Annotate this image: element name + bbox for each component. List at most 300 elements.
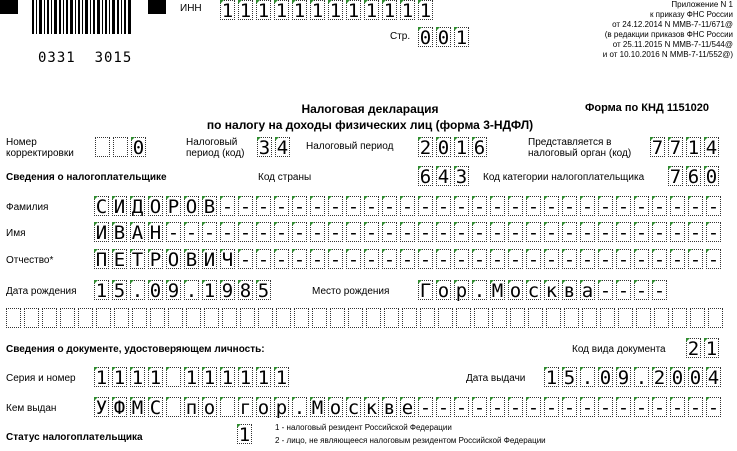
char-cell: И	[113, 196, 126, 218]
char-cell	[24, 308, 39, 328]
char-cell	[600, 308, 615, 328]
series-field[interactable]	[94, 367, 292, 387]
char-cell: -	[509, 249, 522, 271]
char-cell: Д	[131, 196, 144, 218]
char-cell: -	[671, 222, 684, 244]
patronymic-field[interactable]	[94, 249, 724, 269]
char-cell: -	[617, 280, 630, 302]
surname-label: Фамилия	[6, 202, 49, 213]
barcode-number: 0331 3015	[38, 50, 133, 66]
char-cell: -	[347, 249, 360, 271]
char-cell: 1	[455, 27, 468, 49]
char-cell: -	[473, 196, 486, 218]
char-cell: -	[689, 222, 702, 244]
char-cell	[564, 308, 579, 328]
char-cell	[618, 308, 633, 328]
char-cell: А	[131, 222, 144, 244]
char-cell: -	[329, 222, 342, 244]
char-cell: -	[257, 222, 270, 244]
char-cell	[402, 308, 417, 328]
char-cell: 1	[545, 367, 558, 389]
char-cell: М	[491, 280, 504, 302]
char-cell: -	[509, 397, 522, 419]
char-cell: а	[581, 280, 594, 302]
char-cell: -	[599, 222, 612, 244]
status-option-2: 2 - лицо, не являющееся налоговым резидентом Российской Федерации	[275, 436, 546, 445]
char-cell	[492, 308, 507, 328]
char-cell: -	[383, 222, 396, 244]
inn-field[interactable]	[220, 0, 436, 20]
char-cell: -	[419, 397, 432, 419]
char-cell: 5	[257, 280, 270, 302]
char-cell: -	[293, 196, 306, 218]
char-cell: В	[203, 196, 216, 218]
char-cell: 5	[563, 367, 576, 389]
char-cell: 1	[95, 367, 108, 389]
char-cell: О	[167, 249, 180, 271]
char-cell: п	[185, 397, 198, 419]
char-cell: -	[635, 280, 648, 302]
char-cell: 6	[473, 137, 486, 159]
char-cell	[42, 308, 57, 328]
char-cell	[672, 308, 687, 328]
doc-type-label: Код вида документа	[572, 344, 666, 355]
form-title: Налоговая декларация	[301, 102, 439, 116]
char-cell	[96, 308, 111, 328]
corner-marker-left	[0, 0, 18, 14]
char-cell	[204, 308, 219, 328]
char-cell: -	[473, 249, 486, 271]
char-cell: 4	[707, 367, 720, 389]
char-cell: -	[545, 249, 558, 271]
char-cell	[95, 137, 110, 157]
issued-by-field[interactable]	[94, 397, 724, 417]
char-cell: -	[347, 222, 360, 244]
char-cell: -	[311, 222, 324, 244]
char-cell: -	[293, 222, 306, 244]
char-cell	[166, 397, 181, 417]
char-cell: .	[581, 367, 594, 389]
char-cell: 1	[705, 338, 718, 360]
char-cell: -	[599, 397, 612, 419]
char-cell: -	[653, 249, 666, 271]
char-cell: -	[419, 196, 432, 218]
char-cell: -	[437, 222, 450, 244]
char-cell: М	[311, 397, 324, 419]
char-cell: -	[365, 196, 378, 218]
char-cell: -	[617, 222, 630, 244]
series-label: Серия и номер	[6, 373, 76, 384]
char-cell: -	[455, 397, 468, 419]
char-cell: 0	[437, 27, 450, 49]
country-label: Код страны	[258, 172, 312, 183]
char-cell: 3	[455, 166, 468, 188]
char-cell: 1	[131, 367, 144, 389]
char-cell: -	[455, 222, 468, 244]
char-cell	[546, 308, 561, 328]
char-cell: о	[509, 280, 522, 302]
char-cell	[150, 308, 165, 328]
char-cell: -	[509, 222, 522, 244]
char-cell: 1	[401, 0, 414, 22]
char-cell	[510, 308, 525, 328]
char-cell: 1	[455, 137, 468, 159]
char-cell: 0	[132, 137, 145, 159]
status-option-1: 1 - налоговый резидент Российской Федерации	[275, 423, 452, 432]
char-cell: -	[401, 249, 414, 271]
char-cell: -	[311, 249, 324, 271]
char-cell: Ф	[113, 397, 126, 419]
char-cell: -	[599, 249, 612, 271]
char-cell: М	[131, 397, 144, 419]
char-cell: П	[95, 249, 108, 271]
char-cell: Ч	[221, 249, 234, 271]
char-cell: 1	[347, 0, 360, 22]
char-cell: 6	[687, 166, 700, 188]
char-cell: -	[563, 249, 576, 271]
char-cell: -	[653, 196, 666, 218]
char-cell: -	[599, 280, 612, 302]
char-cell: -	[509, 196, 522, 218]
char-cell: Н	[149, 222, 162, 244]
char-cell	[60, 308, 75, 328]
char-cell: -	[599, 196, 612, 218]
char-cell	[186, 308, 201, 328]
char-cell: -	[311, 196, 324, 218]
char-cell: -	[617, 249, 630, 271]
char-cell: -	[635, 196, 648, 218]
char-cell: с	[527, 280, 540, 302]
document-section-title: Сведения о документе, удостоверяющем личность:	[6, 344, 265, 355]
char-cell: У	[95, 397, 108, 419]
issued-by-label: Кем выдан	[6, 403, 57, 414]
char-cell: -	[419, 249, 432, 271]
char-cell: -	[671, 196, 684, 218]
char-cell: 1	[238, 424, 251, 446]
status-field[interactable]	[237, 424, 255, 444]
char-cell	[690, 308, 705, 328]
char-cell: -	[239, 196, 252, 218]
char-cell: с	[347, 397, 360, 419]
char-cell	[384, 308, 399, 328]
char-cell: Т	[131, 249, 144, 271]
char-cell: -	[527, 222, 540, 244]
char-cell: О	[149, 196, 162, 218]
char-cell: 1	[257, 367, 270, 389]
char-cell	[114, 308, 129, 328]
char-cell: -	[563, 397, 576, 419]
char-cell: 1	[687, 137, 700, 159]
barcode	[32, 0, 132, 48]
char-cell: -	[581, 397, 594, 419]
char-cell: С	[149, 397, 162, 419]
period-label: Налоговый период	[306, 141, 394, 152]
char-cell: -	[239, 249, 252, 271]
char-cell	[166, 367, 181, 387]
char-cell: И	[95, 222, 108, 244]
char-cell	[294, 308, 309, 328]
char-cell: 1	[383, 0, 396, 22]
char-cell: 0	[149, 280, 162, 302]
char-cell: -	[689, 196, 702, 218]
char-cell	[528, 308, 543, 328]
char-cell: 0	[671, 367, 684, 389]
char-cell: -	[563, 196, 576, 218]
form-code: Форма по КНД 1151020	[585, 102, 710, 114]
char-cell: -	[653, 280, 666, 302]
char-cell: 1	[221, 0, 234, 22]
char-cell: 2	[419, 137, 432, 159]
birthplace-label: Место рождения	[312, 286, 390, 297]
char-cell	[348, 308, 363, 328]
char-cell: -	[473, 397, 486, 419]
char-cell: 1	[239, 367, 252, 389]
char-cell: .	[293, 397, 306, 419]
period-code-field[interactable]	[257, 137, 293, 157]
char-cell: 1	[113, 367, 126, 389]
char-cell: о	[257, 397, 270, 419]
char-cell	[6, 308, 21, 328]
char-cell: -	[563, 222, 576, 244]
char-cell: -	[203, 222, 216, 244]
char-cell	[474, 308, 489, 328]
char-cell: 1	[149, 367, 162, 389]
char-cell: -	[365, 222, 378, 244]
appendix-note: Приложение N 1 к приказу ФНС России от 24.12.2014 N ММВ-7-11/671@ (в редакции приказов ФНС России от 25.11.2015 N ММВ-7-11/544@ и от 10.10.2016 N ММВ-7-11/552@)	[602, 0, 733, 59]
authority-label: Представляется в налоговый орган (код)	[528, 137, 632, 159]
char-cell: 1	[365, 0, 378, 22]
char-cell: 1	[311, 0, 324, 22]
char-cell	[168, 308, 183, 328]
char-cell	[78, 308, 93, 328]
char-cell: -	[329, 196, 342, 218]
char-cell: -	[581, 222, 594, 244]
char-cell: о	[437, 280, 450, 302]
char-cell: 0	[437, 137, 450, 159]
char-cell: 1	[221, 367, 234, 389]
correction-field[interactable]	[95, 137, 149, 157]
char-cell: -	[419, 222, 432, 244]
char-cell: 9	[617, 367, 630, 389]
correction-label: Номер корректировки	[6, 137, 74, 159]
char-cell	[366, 308, 381, 328]
char-cell: е	[401, 397, 414, 419]
taxpayer-section-title: Сведения о налогоплательщике	[6, 172, 167, 183]
char-cell: -	[275, 222, 288, 244]
char-cell: -	[527, 196, 540, 218]
birthdate-field[interactable]	[94, 280, 274, 300]
char-cell: 3	[258, 137, 271, 159]
page-label: Стр.	[390, 31, 411, 42]
char-cell: о	[329, 397, 342, 419]
char-cell	[420, 308, 435, 328]
form-subtitle: по налогу на доходы физических лиц (форма 3-НДФЛ)	[206, 118, 534, 132]
char-cell	[456, 308, 471, 328]
char-cell: р	[275, 397, 288, 419]
birthdate-label: Дата рождения	[6, 286, 77, 297]
char-cell	[636, 308, 651, 328]
char-cell: Р	[149, 249, 162, 271]
char-cell: 7	[651, 137, 664, 159]
char-cell: В	[113, 222, 126, 244]
char-cell: -	[437, 249, 450, 271]
char-cell: 1	[275, 0, 288, 22]
char-cell: 0	[705, 166, 718, 188]
char-cell: -	[707, 222, 720, 244]
char-cell: -	[437, 397, 450, 419]
char-cell: -	[239, 222, 252, 244]
issue-date-label: Дата выдачи	[466, 373, 526, 384]
char-cell: -	[365, 249, 378, 271]
page-field[interactable]	[418, 27, 472, 47]
char-cell: .	[131, 280, 144, 302]
char-cell: р	[455, 280, 468, 302]
patronymic-label: Отчество*	[6, 255, 54, 266]
period-field[interactable]	[418, 137, 490, 157]
char-cell: 9	[167, 280, 180, 302]
name-field[interactable]	[94, 222, 724, 242]
char-cell: -	[401, 196, 414, 218]
char-cell: -	[671, 249, 684, 271]
char-cell: -	[473, 222, 486, 244]
char-cell: -	[491, 222, 504, 244]
char-cell: -	[491, 397, 504, 419]
char-cell: -	[275, 249, 288, 271]
char-cell: 1	[185, 367, 198, 389]
char-cell: .	[185, 280, 198, 302]
char-cell	[222, 308, 237, 328]
char-cell: -	[707, 196, 720, 218]
char-cell: -	[455, 196, 468, 218]
char-cell: -	[689, 397, 702, 419]
char-cell: -	[581, 196, 594, 218]
category-label: Код категории налогоплательщика	[483, 172, 645, 183]
char-cell: -	[635, 249, 648, 271]
char-cell: -	[617, 397, 630, 419]
char-cell: 1	[293, 0, 306, 22]
corner-marker-right	[148, 0, 166, 14]
char-cell	[312, 308, 327, 328]
char-cell: .	[473, 280, 486, 302]
char-cell: -	[545, 196, 558, 218]
char-cell: 0	[419, 27, 432, 49]
char-cell: 6	[419, 166, 432, 188]
char-cell	[582, 308, 597, 328]
char-cell: 1	[239, 0, 252, 22]
char-cell: -	[545, 222, 558, 244]
char-cell: -	[545, 397, 558, 419]
char-cell: -	[221, 222, 234, 244]
char-cell: в	[563, 280, 576, 302]
char-cell: -	[671, 397, 684, 419]
char-cell: 9	[221, 280, 234, 302]
surname-field[interactable]	[94, 196, 724, 216]
char-cell: -	[293, 249, 306, 271]
char-cell: С	[95, 196, 108, 218]
char-cell: -	[653, 397, 666, 419]
char-cell: -	[401, 222, 414, 244]
char-cell: 4	[437, 166, 450, 188]
char-cell	[654, 308, 669, 328]
country-field[interactable]	[418, 166, 472, 186]
char-cell	[220, 397, 235, 417]
char-cell: Г	[419, 280, 432, 302]
char-cell: О	[185, 196, 198, 218]
char-cell: -	[491, 249, 504, 271]
char-cell: о	[203, 397, 216, 419]
char-cell: 0	[689, 367, 702, 389]
category-field[interactable]	[668, 166, 722, 186]
status-label: Статус налогоплательщика	[6, 432, 143, 443]
birthplace-field-line2[interactable]	[6, 308, 726, 328]
char-cell: -	[257, 196, 270, 218]
char-cell: 2	[653, 367, 666, 389]
char-cell: Р	[167, 196, 180, 218]
char-cell: -	[635, 222, 648, 244]
char-cell: -	[527, 249, 540, 271]
char-cell: 8	[239, 280, 252, 302]
char-cell: в	[383, 397, 396, 419]
char-cell: -	[221, 196, 234, 218]
char-cell: 1	[203, 280, 216, 302]
period-code-label: Налоговый период (код)	[186, 137, 245, 159]
char-cell: Е	[113, 249, 126, 271]
char-cell: И	[203, 249, 216, 271]
char-cell: -	[635, 397, 648, 419]
char-cell: 4	[276, 137, 289, 159]
char-cell: 1	[95, 280, 108, 302]
char-cell: В	[185, 249, 198, 271]
char-cell: -	[257, 249, 270, 271]
char-cell: -	[383, 249, 396, 271]
char-cell: -	[653, 222, 666, 244]
char-cell: -	[185, 222, 198, 244]
char-cell: 1	[203, 367, 216, 389]
char-cell: -	[617, 196, 630, 218]
char-cell: -	[347, 196, 360, 218]
name-label: Имя	[6, 228, 26, 239]
char-cell: 7	[669, 166, 682, 188]
char-cell: -	[383, 196, 396, 218]
char-cell	[330, 308, 345, 328]
char-cell: 7	[669, 137, 682, 159]
char-cell: г	[239, 397, 252, 419]
char-cell: 4	[705, 137, 718, 159]
char-cell: 0	[599, 367, 612, 389]
char-cell	[240, 308, 255, 328]
char-cell: -	[329, 249, 342, 271]
char-cell: 5	[113, 280, 126, 302]
inn-label: ИНН	[180, 3, 202, 14]
char-cell: -	[437, 196, 450, 218]
char-cell	[132, 308, 147, 328]
char-cell: 1	[329, 0, 342, 22]
char-cell	[438, 308, 453, 328]
char-cell: 2	[687, 338, 700, 360]
authority-field[interactable]	[650, 137, 722, 157]
char-cell: к	[365, 397, 378, 419]
char-cell: -	[707, 397, 720, 419]
birthplace-field[interactable]	[418, 280, 670, 300]
char-cell: -	[689, 249, 702, 271]
char-cell: -	[491, 196, 504, 218]
issue-date-field[interactable]	[544, 367, 724, 387]
char-cell	[276, 308, 291, 328]
char-cell	[708, 308, 723, 328]
doc-type-field[interactable]	[686, 338, 722, 358]
char-cell: -	[455, 249, 468, 271]
char-cell: .	[635, 367, 648, 389]
